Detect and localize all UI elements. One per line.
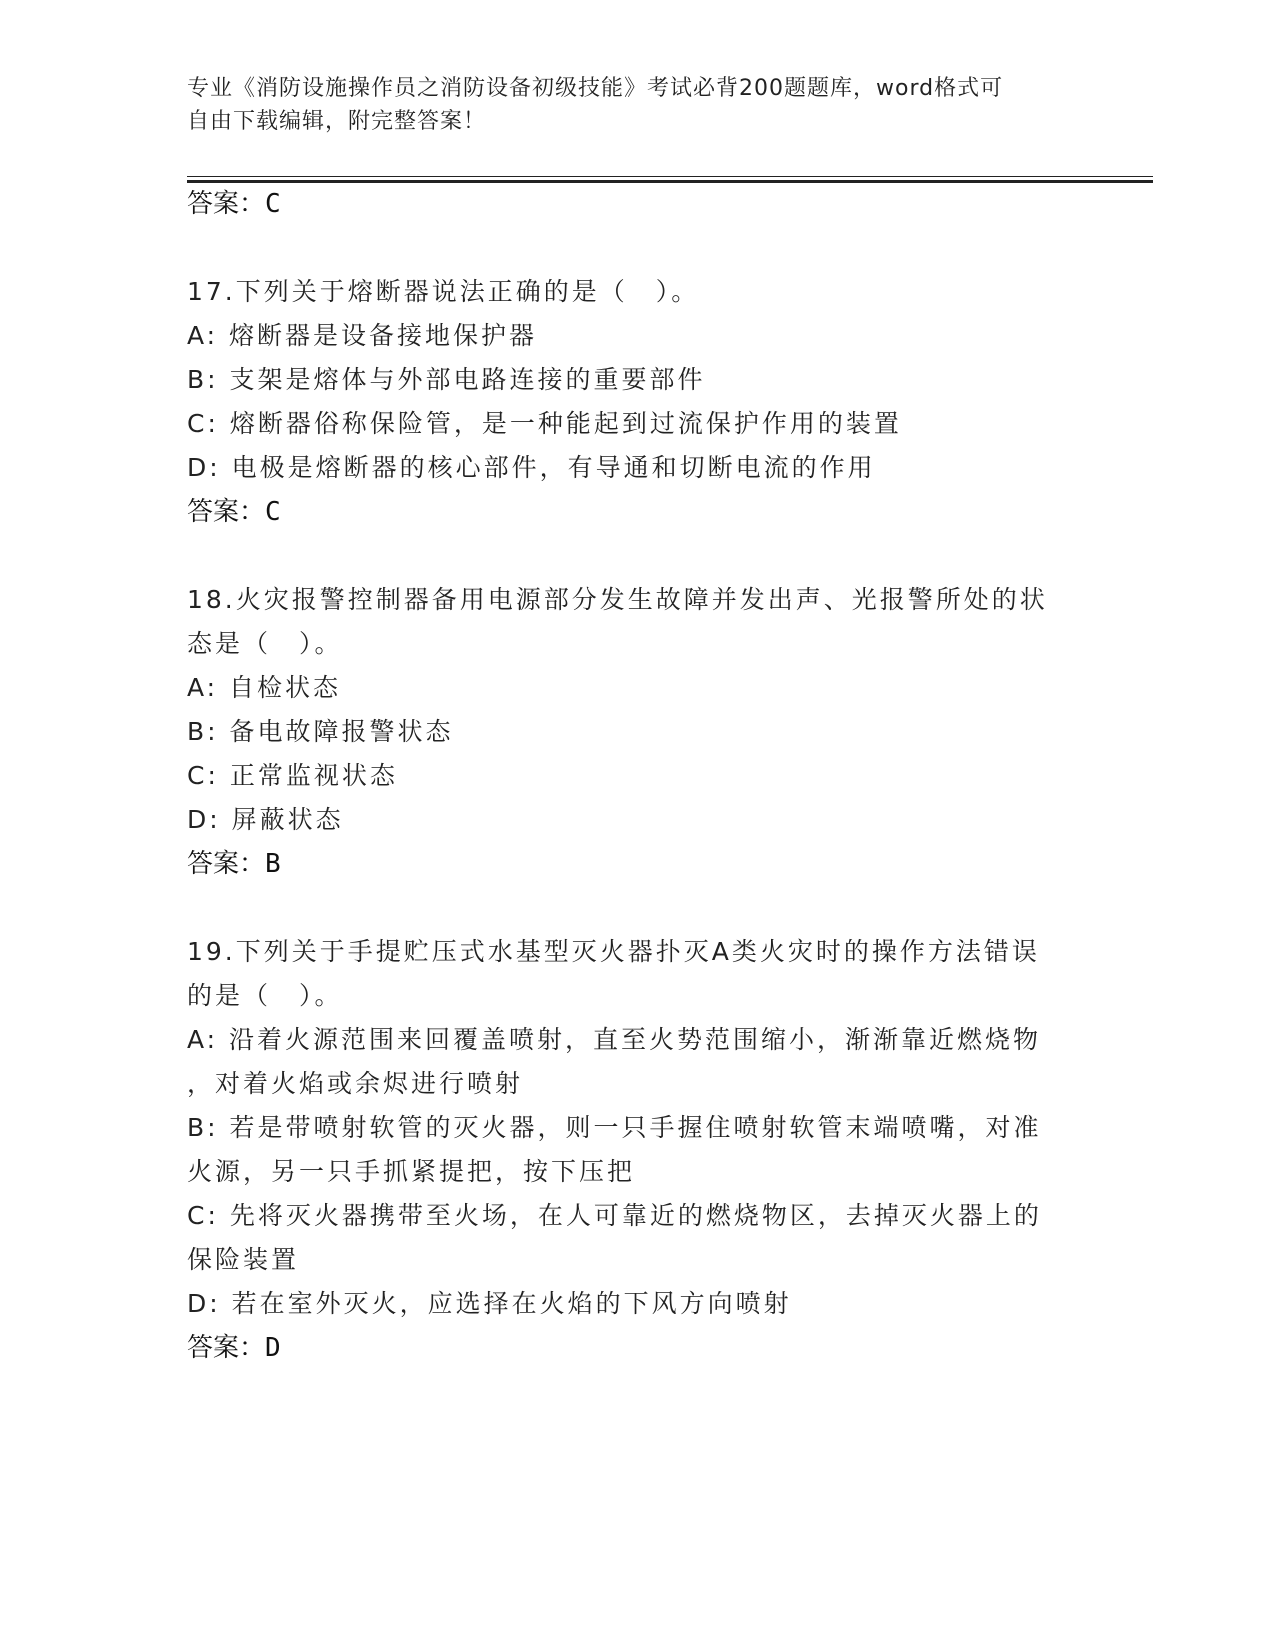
q18-answer (187, 846, 281, 882)
q19-option-b-line-1: B: 若是带喷射软管的灭火器，则一只手握住喷射软管末端喷嘴，对准 (187, 1113, 1042, 1142)
answer-label: 答案： (187, 497, 266, 527)
q17-option-d: D: 电极是熔断器的核心部件，有导通和切断电流的作用 (187, 453, 876, 482)
answer-value: D (265, 1333, 281, 1363)
q18-option-a: A: 自检状态 (187, 673, 342, 702)
answer-value: C (265, 189, 281, 219)
answer-value: B (265, 849, 281, 879)
q18-option-b: B: 备电故障报警状态 (187, 717, 454, 746)
q19-stem-line-2: 的是（ ）。 (187, 981, 343, 1010)
answer-value: C (265, 497, 281, 527)
q19-option-c-line-1: C: 先将灭火器携带至火场，在人可靠近的燃烧物区，去掉灭火器上的 (187, 1201, 1042, 1230)
q17-answer (187, 494, 281, 530)
q19-option-b-line-2: 火源，另一只手抓紧提把，按下压把 (187, 1157, 636, 1186)
answer-prev (187, 186, 281, 222)
q19-option-c-line-2: 保险装置 (187, 1245, 300, 1274)
header-line-1: 专业《消防设施操作员之消防设备初级技能》考试必背200题题库，word格式可 (187, 76, 1004, 101)
q17-option-a: A: 熔断器是设备接地保护器 (187, 321, 538, 350)
header-rule-thin (187, 176, 1153, 177)
page-header (187, 72, 1067, 138)
q17-stem: 17.下列关于熔断器说法正确的是（ ）。 (187, 277, 700, 306)
header-rule-thick (187, 180, 1153, 183)
q18-stem-line-1: 18.火灾报警控制器备用电源部分发生故障并发出声、光报警所处的状 (187, 585, 1048, 614)
q19-answer (187, 1330, 281, 1366)
q19-option-d: D: 若在室外灭火，应选择在火焰的下风方向喷射 (187, 1289, 792, 1318)
answer-label: 答案： (187, 189, 266, 219)
answer-label: 答案： (187, 849, 266, 879)
answer-label: 答案： (187, 1333, 266, 1363)
q18-option-c: C: 正常监视状态 (187, 761, 398, 790)
header-line-2: 自由下载编辑，附完整答案！ (187, 109, 487, 134)
q18-option-d: D: 屏蔽状态 (187, 805, 344, 834)
q19-option-a-line-2: ，对着火焰或余烬进行喷射 (187, 1069, 524, 1098)
q17-option-b: B: 支架是熔体与外部电路连接的重要部件 (187, 365, 706, 394)
q18-stem-line-2: 态是（ ）。 (187, 629, 343, 658)
q19-stem-line-1: 19.下列关于手提贮压式水基型灭火器扑灭A类火灾时的操作方法错误 (187, 937, 1040, 966)
q17-option-c: C: 熔断器俗称保险管，是一种能起到过流保护作用的装置 (187, 409, 902, 438)
q19-option-a-line-1: A: 沿着火源范围来回覆盖喷射，直至火势范围缩小，渐渐靠近燃烧物 (187, 1025, 1042, 1054)
